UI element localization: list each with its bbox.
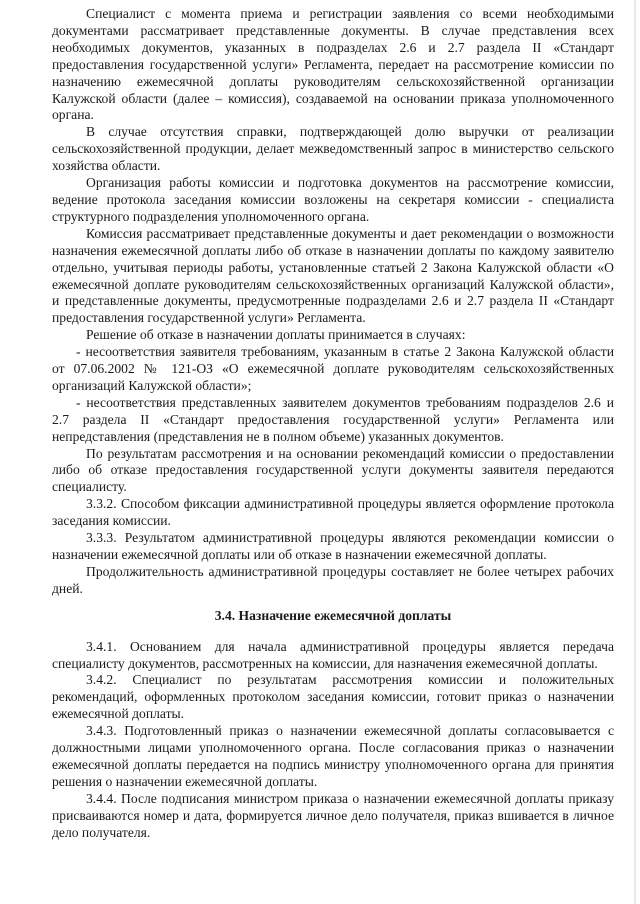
spacer: [52, 625, 614, 639]
list-item-refusal-1: - несоответствия заявителя требованиям, указанным в статье 2 Закона Калужской области от 07.06.2002 № 121-ОЗ «О ежемесячной доплате руководителям сельскохозяйственных организаций Калужской области»;: [52, 344, 614, 393]
paragraph-specialist-review: Специалист с момента приема и регистрации заявления со всеми необходимыми документами рассматривает представленные документы. В случае представления всех необходимых документов, указанных в подразделах 2.6 и 2.7 раздела II «Стандарт предоставления государственной услуги» Регламента, передает на рассмотрение комиссии по назначению ежемесячной доплаты руководителям сельскохозяйственной организации Калужской области (далее – комиссия), создаваемой на основании приказа уполномоченного органа.: [52, 6, 614, 123]
paragraph-3-4-2: 3.4.2. Специалист по результатам рассмотрения комиссии и положительных рекомендаций, оформленных протоколом заседания комиссии, готовит приказ о назначении ежемесячной доплаты.: [52, 672, 614, 722]
paragraph-3-4-4: 3.4.4. После подписания министром приказа о назначении ежемесячной доплаты приказу присваиваются номер и дата, формируется личное дело получателя, приказ вшивается в личное дело получателя.: [52, 790, 614, 840]
paragraph-refusal-cases: Решение об отказе в назначении доплаты принимается в случаях:: [86, 327, 466, 343]
paragraph-commission-organization: Организация работы комиссии и подготовка документов на рассмотрение комиссии, ведение протокола заседания комиссии возложены на секретаря комиссии - специалиста структурного подразделения уполномоченного органа.: [52, 175, 614, 224]
document-page: [52, 6, 614, 842]
paragraph-results-transfer: По результатам рассмотрения и на основании рекомендаций комиссии о предоставлении либо об отказе предоставления государственной услуги документы заявителя передаются специалисту.: [52, 445, 614, 495]
paragraph-commission-review: Комиссия рассматривает представленные документы и дает рекомендации о возможности назначения ежемесячной доплаты либо об отказе в назначении доплаты по каждому заявителю отдельно, учитывая периоды работы, установленные статьей 2 Закона Калужской области «О ежемесячной доплате руководителям сельскохозяйственных организаций Калужской области», и представленные документы, предусмотренные подразделами 2.6 и 2.7 раздела II «Стандарт предоставления государственной услуги» Регламента.: [52, 225, 614, 326]
paragraph-3-4-1: 3.4.1. Основанием для начала административной процедуры является передача специалисту документов, рассмотренных на комиссии, для назначения ежемесячной доплаты.: [52, 638, 614, 671]
paragraph-3-3-2: 3.3.2. Способом фиксации административной процедуры является оформление протокола заседания комиссии.: [52, 496, 614, 529]
section-heading: 3.4. Назначение ежемесячной доплаты: [214, 607, 452, 623]
scan-edge: [634, 0, 636, 904]
paragraph-duration: Продолжительность административной процедуры составляет не более четырех рабочих дней.: [52, 563, 614, 596]
list-item-refusal-2: - несоответствия представленных заявителем документов требованиям подразделов 2.6 и 2.7 раздела II «Стандарт предоставления государственной услуги» Регламента или непредставления (представления не в полном объеме) указанных документов.: [52, 394, 614, 444]
paragraph-3-3-3: 3.3.3. Результатом административной процедуры являются рекомендации комиссии о назначении ежемесячной доплаты или об отказе в назначении ежемесячной доплаты.: [52, 530, 614, 562]
spacer: [52, 598, 614, 608]
paragraph-missing-certificate: В случае отсутствия справки, подтверждающей долю выручки от реализации сельскохозяйственной продукции, делает межведомственный запрос в министерство сельского хозяйства области.: [52, 124, 614, 174]
paragraph-3-4-3: 3.4.3. Подготовленный приказ о назначении ежемесячной доплаты согласовывается с должностными лицами уполномоченного органа. После согласования приказ о назначении ежемесячной доплаты передается на подпись министру уполномоченного органа для принятия решения о назначении ежемесячной доплаты.: [52, 723, 614, 789]
